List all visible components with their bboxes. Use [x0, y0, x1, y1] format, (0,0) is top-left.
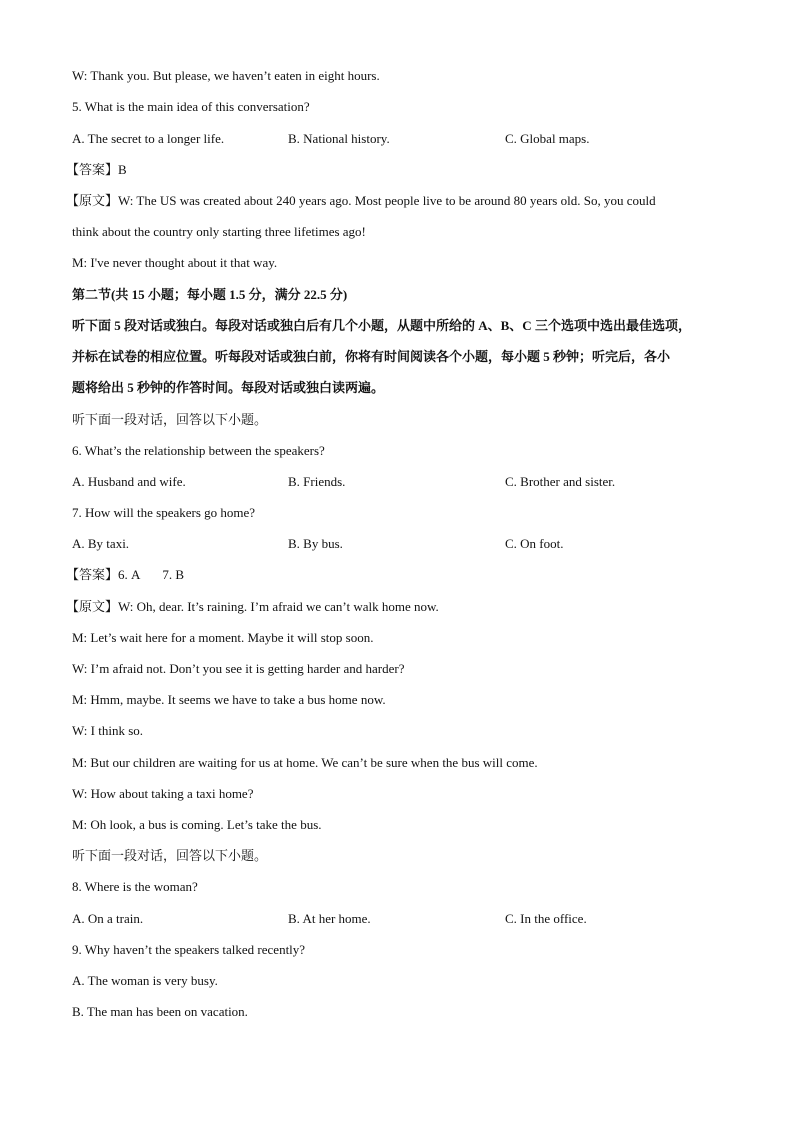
dialog-intro: 听下面一段对话，回答以下小题。 — [72, 848, 268, 863]
question-9: 9. Why haven’t the speakers talked recently? — [72, 942, 306, 957]
transcript-line: M: Hmm, maybe. It seems we have to take a bus home now. — [72, 692, 386, 707]
original-text-line: M: I've never thought about it that way. — [72, 255, 278, 270]
transcript-line: 【原文】W: Oh, dear. It’s raining. I’m afraid we can’t walk home now. — [66, 599, 439, 614]
question-5: 5. What is the main idea of this conversation? — [72, 99, 310, 114]
transcript-line: W: I’m afraid not. Don’t you see it is getting harder and harder? — [72, 661, 405, 676]
dialog-intro: 听下面一段对话，回答以下小题。 — [72, 412, 268, 427]
question-6: 6. What’s the relationship between the speakers? — [72, 443, 325, 458]
option-a: A. The secret to a longer life. — [72, 131, 225, 146]
option-b: B. By bus. — [288, 536, 343, 551]
section-instructions-line: 并标在试卷的相应位置。听每段对话或独白前，你将有时间阅读各个小题，每小题 5 秒钟；听完后，各小 — [72, 349, 671, 364]
option-c: C. In the office. — [505, 911, 587, 926]
section-heading: 第二节(共 15 小题；每小题 1.5 分，满分 22.5 分) — [72, 287, 348, 302]
answer-5: 【答案】B — [66, 162, 127, 177]
transcript-line: W: I think so. — [72, 723, 144, 738]
question-7: 7. How will the speakers go home? — [72, 505, 256, 520]
section-instructions-line: 题将给出 5 秒钟的作答时间。每段对话或独白读两遍。 — [72, 380, 385, 395]
transcript-line: M: But our children are waiting for us at home. We can’t be sure when the bus will come. — [72, 755, 538, 770]
option-a: A. On a train. — [72, 911, 144, 926]
transcript-line: W: How about taking a taxi home? — [72, 786, 254, 801]
option-a: A. By taxi. — [72, 536, 130, 551]
option-b: B. Friends. — [288, 474, 346, 489]
option-b: B. At her home. — [288, 911, 371, 926]
question-8: 8. Where is the woman? — [72, 879, 198, 894]
transcript-line: W: Thank you. But please, we haven’t eaten in eight hours. — [72, 68, 380, 83]
option-c: C. Global maps. — [505, 131, 590, 146]
original-text-line: 【原文】W: The US was created about 240 years ago. Most people live to be around 80 years old. So, you could — [66, 193, 656, 208]
transcript-line: M: Oh look, a bus is coming. Let’s take the bus. — [72, 817, 322, 832]
option-a: A. The woman is very busy. — [72, 973, 218, 988]
option-b: B. National history. — [288, 131, 390, 146]
original-text-line: think about the country only starting three lifetimes ago! — [72, 224, 366, 239]
answer-6-7: 【答案】6. A 7. B — [66, 567, 185, 582]
option-a: A. Husband and wife. — [72, 474, 186, 489]
section-instructions-line: 听下面 5 段对话或独白。每段对话或独白后有几个小题，从题中所给的 A、B、C 三个选项中选出最佳选项， — [72, 318, 691, 333]
option-c: C. Brother and sister. — [505, 474, 616, 489]
option-c: C. On foot. — [505, 536, 564, 551]
transcript-line: M: Let’s wait here for a moment. Maybe it will stop soon. — [72, 630, 374, 645]
option-b: B. The man has been on vacation. — [72, 1004, 248, 1019]
